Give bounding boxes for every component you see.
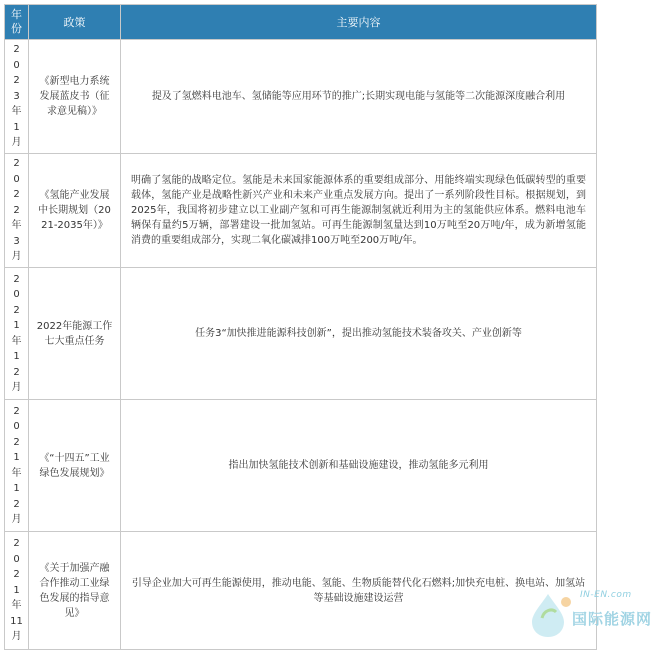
table-row: [5, 154, 597, 268]
droplet-logo-icon: [518, 588, 580, 640]
header-content: 主要内容: [121, 5, 597, 40]
table-row: [5, 40, 597, 154]
content-cell: 指出加快氢能技术创新和基础设施建设，推动氢能多元利用: [121, 400, 597, 532]
content-cell: 提及了氢燃料电池车、氢储能等应用环节的推广;长期实现电能与氢能等二次能源深度融合利用: [121, 40, 597, 154]
watermark: [518, 584, 658, 646]
policy-cell: 《新型电力系统发展蓝皮书（征求意见稿）》: [29, 40, 121, 154]
policy-cell: 《“十四五”工业绿色发展规划》: [29, 400, 121, 532]
year-cell: 2 0 2 3 年 1 月: [5, 40, 29, 154]
table-header-row: [5, 5, 597, 40]
policy-table: [4, 4, 597, 650]
watermark-en-text: IN-EN.com: [580, 590, 632, 600]
content-cell: 任务3“加快推进能源科技创新”，提出推动氢能技术装备攻关、产业创新等: [121, 268, 597, 400]
table-row: [5, 532, 597, 650]
table-row: [5, 268, 597, 400]
table-row: [5, 400, 597, 532]
header-year: 年 份: [5, 5, 29, 40]
policy-cell: 2022年能源工作七大重点任务: [29, 268, 121, 400]
policy-cell: 《氢能产业发展中长期规划（2021-2035年）》: [29, 154, 121, 268]
header-policy: 政策: [29, 5, 121, 40]
content-cell: 引导企业加大可再生能源使用，推动电能、氢能、生物质能替代化石燃料;加快充电桩、换电站、加氢站等基础设施建设运营: [121, 532, 597, 650]
year-cell: 2 0 2 1 年 1 2 月: [5, 400, 29, 532]
year-cell: 2 0 2 1 年 11 月: [5, 532, 29, 650]
watermark-cn-text: 国际能源网: [572, 610, 653, 628]
year-cell: 2 0 2 1 年 1 2 月: [5, 268, 29, 400]
year-cell: 2 0 2 2 年 3 月: [5, 154, 29, 268]
policy-cell: 《关于加强产融合作推动工业绿色发展的指导意见》: [29, 532, 121, 650]
content-cell: 明确了氢能的战略定位。氢能是未来国家能源体系的重要组成部分、用能终端实现绿色低碳转型的重要载体，氢能产业是战略性新兴产业和未来产业重点发展方向。提出了一系列阶段性目标。根据规划，到2025年，我国将初步建立以工业副产氢和可再生能源制氢就近利用为主的氢能供应体系。燃料电池车辆保有量约5万辆，部署建设一批加氢站。可再生能源制氢量达到10万吨至20万吨/年，成为新增氢能消费的重要组成部分，实现二氧化碳减排100万吨至200万吨/年。: [121, 154, 597, 268]
